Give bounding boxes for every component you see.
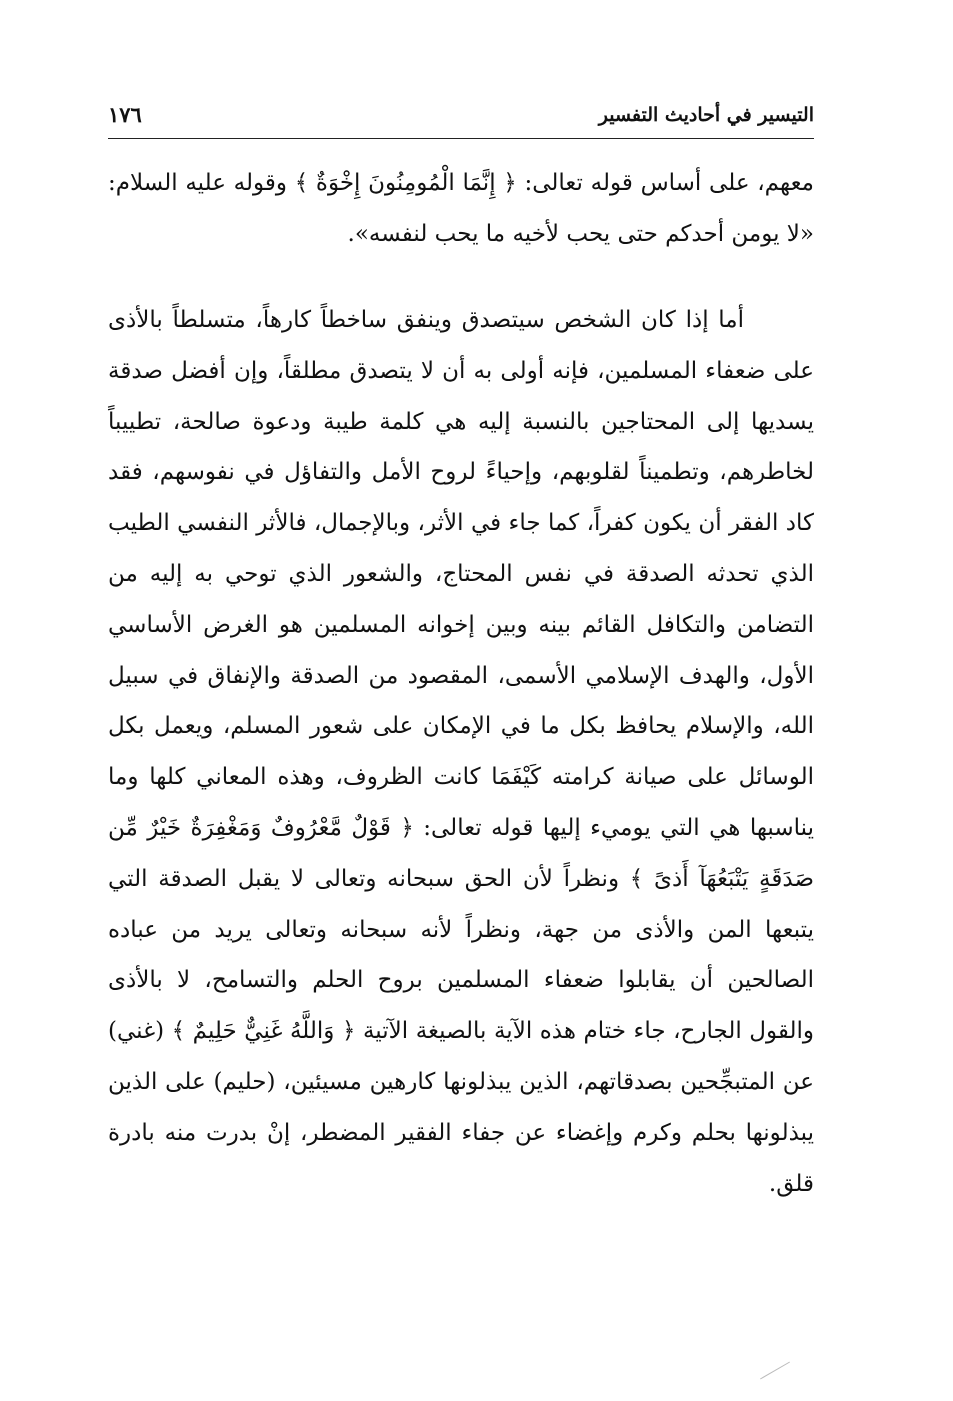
paragraph-1: معهم، على أساس قوله تعالى: ﴿ إِنَّمَا الْمُومِنُونَ إِخْوَةٌ ﴾ وقوله عليه السلام: «لا يومن أحدكم حتى يحب لأخيه ما يحب لنفسه». [108,170,814,247]
paragraph-2 [108,295,814,1209]
header-divider [108,138,814,139]
running-title: التيسير في أحاديث التفسير [598,104,814,126]
page-header [108,100,814,136]
page-number: ١٧٦ [108,102,142,127]
scan-artifact [760,1362,790,1380]
paragraph-2-text: أما إذا كان الشخص سيتصدق وينفق ساخطاً كارهاً، متسلطاً بالأذى على ضعفاء المسلمين، فإنه أولى به أن لا يتصدق مطلقاً، وإن أفضل صدقة يسديها إلى المحتاجين بالنسبة إليه هي كلمة طيبة ودعوة صالحة، تطييباً لخاطرهم، وتطميناً لقلوبهم، وإحياءً لروح الأمل والتفاؤل في نفوسهم، فقد كاد الفقر أن يكون كفراً، كما جاء في الأثر، وبالإجمال، فالأثر النفسي الطيب الذي تحدثه الصدقة في نفس المحتاج، والشعور الذي توحي به إليه من التضامن والتكافل القائم بينه وبين إخوانه المسلمين هو الغرض الأساسي الأول، والهدف الإسلامي الأسمى، المقصود من الصدقة والإنفاق في سبيل الله، والإسلام يحافظ بكل ما في الإمكان على شعور المسلم، ويعمل بكل الوسائل على صيانة كرامته كَيْفَمَا كانت الظروف، وهذه المعاني كلها وما يناسبها هي التي يوميء إليها قوله تعالى: ﴿ قَوْلٌ مَّعْرُوفٌ وَمَغْفِرَةٌ خَيْرٌ مِّن صَدَقَةٍ يَتْبَعُهَآ أَذىً ﴾ ونظراً لأن الحق سبحانه وتعالى لا يقبل الصدقة التي يتبعها المن والأذى من جهة، ونظراً لأنه سبحانه وتعالى يريد من عباده الصالحين أن يقابلوا ضعفاء المسلمين بروح الحلم والتسامح، لا بالأذى والقول الجارح، جاء ختام هذه الآية بالصيغة الآتية ﴿ وَاللَّهُ غَنِيٌّ حَلِيمٌ ﴾ (غني) عن المتبجِّحين بصدقاتهم، الذين يبذلونها كارهين مسيئين، (حليم) على الذين يبذلونها بحلم وكرم وإغضاء عن جفاء الفقير المضطر، إنْ بدرت منه بادرة قلق. [108,307,814,1197]
